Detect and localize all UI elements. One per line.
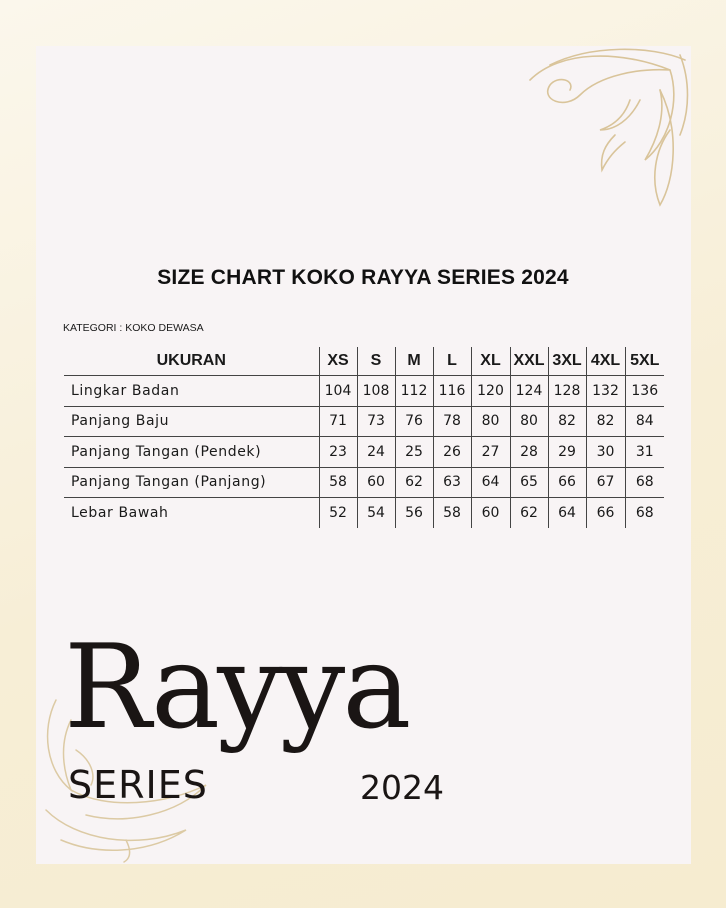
brand-logo-rayya: Rayya [64, 620, 409, 755]
column-header-size: S [357, 347, 395, 376]
table-cell: 78 [433, 406, 471, 437]
table-cell: 58 [319, 467, 357, 498]
row-label: Lebar Bawah [71, 504, 169, 521]
table-row [64, 406, 664, 437]
row-label: Lingkar Badan [64, 376, 319, 407]
table-cell: 80 [471, 406, 510, 437]
table-cell: 56 [395, 498, 433, 528]
gold-flourish-top-right-icon [520, 40, 695, 215]
table-cell: 128 [548, 376, 586, 407]
row-label: Panjang Baju [64, 406, 319, 437]
table-cell: 27 [471, 437, 510, 468]
table-cell: 124 [510, 376, 548, 407]
table-cell: 25 [395, 437, 433, 468]
table-cell: 63 [433, 467, 471, 498]
table-cell: 76 [395, 406, 433, 437]
table-cell: 31 [625, 437, 664, 468]
table-cell: 132 [586, 376, 625, 407]
table-cell: 64 [548, 498, 586, 528]
table-row [64, 376, 664, 407]
table-cell: 24 [357, 437, 395, 468]
table-cell: 60 [357, 467, 395, 498]
size-chart-table [64, 347, 664, 528]
table-cell: 116 [433, 376, 471, 407]
table-cell: 108 [357, 376, 395, 407]
table-cell: 29 [548, 437, 586, 468]
table-cell: 67 [586, 467, 625, 498]
table-cell: 23 [319, 437, 357, 468]
table-cell: 82 [548, 406, 586, 437]
table-cell: 136 [625, 376, 664, 407]
column-header-size: 3XL [548, 347, 586, 376]
column-header-size: M [395, 347, 433, 376]
table-cell: 104 [319, 376, 357, 407]
table-cell: 64 [471, 467, 510, 498]
table-row [64, 437, 664, 468]
table-cell: 66 [548, 467, 586, 498]
table-cell: 68 [625, 467, 664, 498]
table-cell: 68 [625, 498, 664, 528]
table-cell: 112 [395, 376, 433, 407]
table-cell: 62 [395, 467, 433, 498]
table-cell: 82 [586, 406, 625, 437]
row-label: Panjang Tangan (Panjang) [64, 467, 319, 498]
table-cell: 30 [586, 437, 625, 468]
column-header-size: 4XL [586, 347, 625, 376]
table-header-row [64, 347, 664, 376]
table-cell: 73 [357, 406, 395, 437]
table-cell: 58 [433, 498, 471, 528]
category-label: KATEGORI : KOKO DEWASA [63, 322, 204, 334]
column-header-size: L [433, 347, 471, 376]
table-cell: 65 [510, 467, 548, 498]
table-cell: 66 [586, 498, 625, 528]
column-header-size: XXL [510, 347, 548, 376]
column-header-size: 5XL [625, 347, 664, 376]
column-header-ukuran: UKURAN [64, 347, 319, 376]
brand-series-label: SERIES [68, 763, 208, 807]
table-row [64, 467, 664, 498]
table-cell: 80 [510, 406, 548, 437]
page-title: SIZE CHART KOKO RAYYA SERIES 2024 [157, 266, 569, 289]
table-cell: 71 [319, 406, 357, 437]
table-cell: 62 [510, 498, 548, 528]
row-label: Panjang Tangan (Pendek) [64, 437, 319, 468]
column-header-size: XL [471, 347, 510, 376]
table-row [64, 498, 664, 528]
table-cell: 60 [471, 498, 510, 528]
table-cell: 52 [319, 498, 357, 528]
table-cell: 120 [471, 376, 510, 407]
brand-year-label: 2024 [360, 768, 444, 807]
table-cell: 84 [625, 406, 664, 437]
table-cell: 26 [433, 437, 471, 468]
column-header-size: XS [319, 347, 357, 376]
table-cell: 54 [357, 498, 395, 528]
table-cell: 28 [510, 437, 548, 468]
